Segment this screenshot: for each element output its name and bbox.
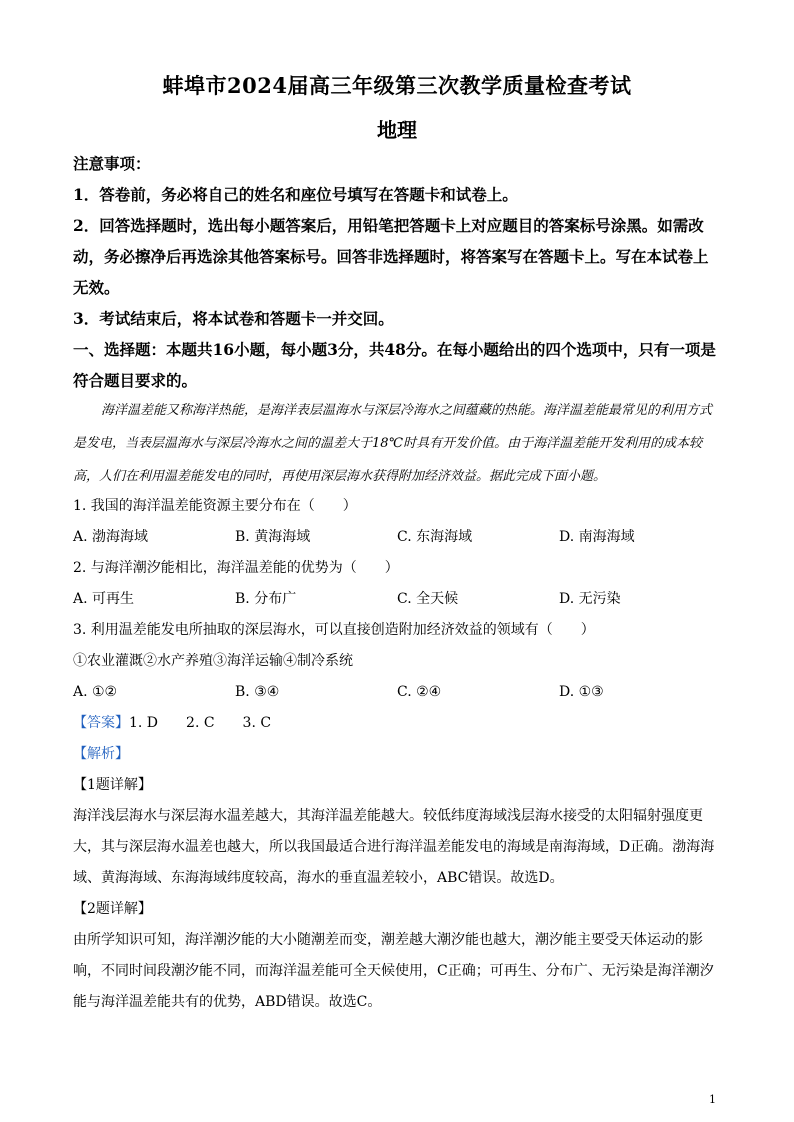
option: B. ③④: [235, 684, 280, 700]
option: A. ①②: [73, 684, 118, 700]
option: D. 无污染: [559, 591, 621, 607]
detail-1-heading: 【1题详解】: [73, 777, 152, 793]
question-3-stem: 3. 利用温差能发电所抽取的深层海水，可以直接创造附加经济效益的领域有（ ）: [73, 622, 595, 638]
question-1-options: [73, 522, 723, 553]
option: D. ①③: [559, 684, 604, 700]
passage: [73, 394, 723, 493]
passage-text: 海洋温差能又称海洋热能，是海洋表层温海水与深层冷海水之间蕴藏的热能。海洋温差能最常见的利用方式是发电，当表层温海水与深层冷海水之间的温差大于18℃时具有开发价值。由于海洋温差能开发利用的成本较高，人们在利用温差能发电的同时，再使用深层海水获得附加经济效益。据此完成下面小题。: [73, 403, 713, 484]
analysis-line: [73, 739, 723, 770]
option: A. 可再生: [73, 591, 135, 607]
page-number: 1: [709, 1093, 716, 1106]
detail-2-heading: 【2题详解】: [73, 901, 152, 917]
section-heading: 一、选择题：本题共16小题，每小题3分，共48分。在每小题给出的四个选项中，只有一项是符合题目要求的。: [73, 340, 716, 390]
question-3-choices: ①农业灌溉②水产养殖③海洋运输④制冷系统: [73, 653, 353, 669]
analysis-tag: 【解析】: [73, 746, 129, 762]
option: C. 东海海域: [397, 529, 473, 545]
option: B. 黄海海域: [235, 529, 311, 545]
notice-section: [73, 148, 723, 396]
questions: [73, 491, 723, 1018]
answer-line: [73, 708, 723, 739]
notice-item-3: 3．考试结束后，将本试卷和答题卡一并交回。: [73, 309, 394, 328]
answer-tag: 【答案】: [73, 715, 129, 731]
notice-item-2: 2．回答选择题时，选出每小题答案后，用铅笔把答题卡上对应题目的答案标号涂黑。如需改动，务必擦净后再选涂其他答案标号。回答非选择题时，将答案写在答题卡上。写在本试卷上无效。: [73, 216, 709, 297]
question-3-options: [73, 677, 723, 708]
detail-1-text: 海洋浅层海水与深层海水温差越大，其海洋温差能越大。较低纬度海域浅层海水接受的太阳辐射强度更大，其与深层海水温差也越大，所以我国最适合进行海洋温差能发电的海域是南海海域，D正确。渤海海域、黄海海域、东海海域纬度较高，海水的垂直温差较小，ABC错误。故选D。: [73, 808, 715, 886]
answer-values: 1. D 2. C 3. C: [129, 715, 272, 731]
option: B. 分布广: [235, 591, 297, 607]
option: A. 渤海海域: [73, 529, 149, 545]
notice-heading: 注意事项：: [73, 154, 151, 173]
option: C. ②④: [397, 684, 442, 700]
question-2-stem: 2. 与海洋潮汐能相比，海洋温差能的优势为（ ）: [73, 560, 399, 576]
option: D. 南海海域: [559, 529, 635, 545]
exam-title: 蚌埠市2024届高三年级第三次教学质量检查考试: [162, 73, 632, 98]
question-1-stem: 1. 我国的海洋温差能资源主要分布在（ ）: [73, 498, 357, 514]
question-2-options: [73, 584, 723, 615]
subject-title: 地理: [377, 118, 417, 142]
notice-item-1: 1．答卷前，务必将自己的姓名和座位号填写在答题卡和试卷上。: [73, 185, 518, 204]
option: C. 全天候: [397, 591, 459, 607]
detail-2-text: 由所学知识可知，海洋潮汐能的大小随潮差而变，潮差越大潮汐能也越大，潮汐能主要受天体运动的影响，不同时间段潮汐能不同，而海洋温差能可全天候使用，C正确；可再生、分布广、无污染是海洋潮汐能与海洋温差能共有的优势，ABD错误。故选C。: [73, 932, 714, 1010]
